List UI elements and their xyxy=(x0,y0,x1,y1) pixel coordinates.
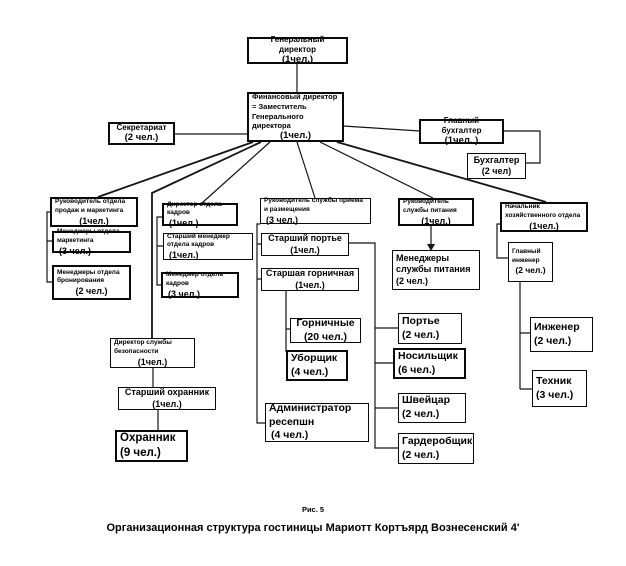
node-count: (1чел. ) xyxy=(444,135,479,147)
node-count: (3 чел.) xyxy=(266,214,298,225)
node-title: Бухгалтер xyxy=(473,154,520,165)
node-count: (1чел.) xyxy=(281,54,314,66)
node-senior-maid xyxy=(261,268,359,291)
node-title: Руководитель отдела продаж и маркетинга xyxy=(55,198,126,214)
node-count: (2 чел.) xyxy=(534,334,572,347)
node-title: Носильщик xyxy=(398,349,458,362)
node-technician xyxy=(532,370,587,407)
node-cloakroom-attendant xyxy=(398,433,474,464)
node-general-director xyxy=(247,34,348,66)
node-title: Генеральный директор xyxy=(270,34,325,55)
node-count: (2 чел.) xyxy=(124,132,159,144)
node-count: (1чел.) xyxy=(79,215,109,226)
node-cleaner xyxy=(286,350,348,381)
node-doorman xyxy=(398,393,466,423)
node-sales-head xyxy=(50,197,138,227)
node-engineer xyxy=(530,317,593,352)
node-count: (4 чел.) xyxy=(291,365,329,378)
node-count: (1чел.) xyxy=(421,215,451,226)
node-marketing-managers xyxy=(52,228,131,256)
node-title: Директор службы безопасности xyxy=(114,339,172,355)
node-title: Портье xyxy=(402,314,440,327)
node-title: Старшая горничная xyxy=(265,268,355,279)
node-title: Охранник xyxy=(120,432,176,445)
node-maintenance-head xyxy=(500,202,588,232)
node-title: Финансовый директор = Заместитель Генерального директора xyxy=(252,92,338,131)
node-title: Директор отдела кадров xyxy=(167,200,222,217)
node-count: (4 чел.) xyxy=(271,429,309,442)
node-count: (20 чел.) xyxy=(303,330,348,343)
node-count: (3 чел.) xyxy=(536,388,574,401)
node-title: Уборщик xyxy=(291,351,338,364)
node-count: (1чел.) xyxy=(529,220,559,231)
node-senior-guard xyxy=(118,387,216,410)
node-hr-manager xyxy=(161,272,239,298)
node-count: (1чел.) xyxy=(279,130,312,142)
node-count: (2 чел) xyxy=(481,166,512,176)
node-title: Начальник хозяйственного отдела xyxy=(505,203,581,219)
node-title: Руководитель службы питания xyxy=(403,198,457,214)
figure-title: Организационная структура гостиницы Мариотт Кортъярд Вознесенский 4' xyxy=(106,522,520,534)
node-count: (9 чел.) xyxy=(120,447,161,459)
node-hr-director xyxy=(162,200,238,229)
node-title: Горничные xyxy=(296,316,355,329)
node-chief-engineer xyxy=(508,242,553,282)
node-count: (2 чел.) xyxy=(515,264,546,275)
node-title: Секретариат xyxy=(116,122,167,132)
node-count: (2 чел.) xyxy=(402,448,440,461)
node-maids xyxy=(290,318,361,343)
node-title: Швейцар xyxy=(402,394,450,407)
node-title: Руководитель службы приема и размещения xyxy=(264,197,363,213)
node-count: (2 чел.) xyxy=(402,328,440,341)
node-count: (3 чел.) xyxy=(59,245,91,256)
node-count: (2 чел.) xyxy=(396,275,428,286)
node-guard xyxy=(115,430,188,462)
node-title: Старший охранник xyxy=(124,387,210,398)
node-title: Инженер xyxy=(534,320,580,333)
node-title: Менеджер отдела кадров xyxy=(166,271,224,287)
node-count: (2 чел.) xyxy=(75,286,108,297)
node-security-director xyxy=(110,338,195,368)
node-title: Старший портье xyxy=(268,233,342,244)
node-senior-porter xyxy=(261,233,349,256)
node-booking-managers xyxy=(52,265,131,300)
node-title: Менеджеры отдела бронирования xyxy=(57,268,120,285)
node-title: Менеджеры отдела маркетинга xyxy=(57,228,120,244)
node-reception-admin xyxy=(265,403,369,442)
node-title: Старший менеджер отдела кадров xyxy=(167,232,230,249)
node-hr-senior-manager xyxy=(163,233,253,260)
node-count: (1чел.) xyxy=(290,244,320,255)
node-reception-head xyxy=(260,198,371,224)
node-porter xyxy=(398,313,462,344)
node-count: (1чел.) xyxy=(152,398,182,409)
node-bellhop xyxy=(393,348,466,379)
figure-label: Рис. 5 xyxy=(301,505,325,514)
node-title: Главный бухгалтер xyxy=(441,115,482,136)
node-count: (6 чел.) xyxy=(398,363,436,376)
node-secretariat xyxy=(108,122,175,145)
node-chief-accountant xyxy=(419,115,504,147)
node-title: Менеджеры службы питания xyxy=(396,253,471,275)
node-accountant xyxy=(467,153,526,179)
node-title: Администратор ресепшн xyxy=(269,402,352,428)
node-financial-director xyxy=(247,92,344,142)
node-count: (1чел.) xyxy=(169,218,199,229)
node-title: Гардеробщик xyxy=(402,434,473,447)
node-count: (1чел.) xyxy=(169,250,199,261)
node-count: (2 чел.) xyxy=(402,408,440,420)
node-catering-managers xyxy=(392,250,480,290)
node-title: Техник xyxy=(536,374,572,387)
node-title: Главный инженер xyxy=(512,248,541,265)
node-count: (1чел.) xyxy=(137,356,168,367)
node-catering-head xyxy=(398,198,474,226)
node-count: (1чел.) xyxy=(295,279,325,290)
node-count: (3 чел.) xyxy=(168,288,200,299)
